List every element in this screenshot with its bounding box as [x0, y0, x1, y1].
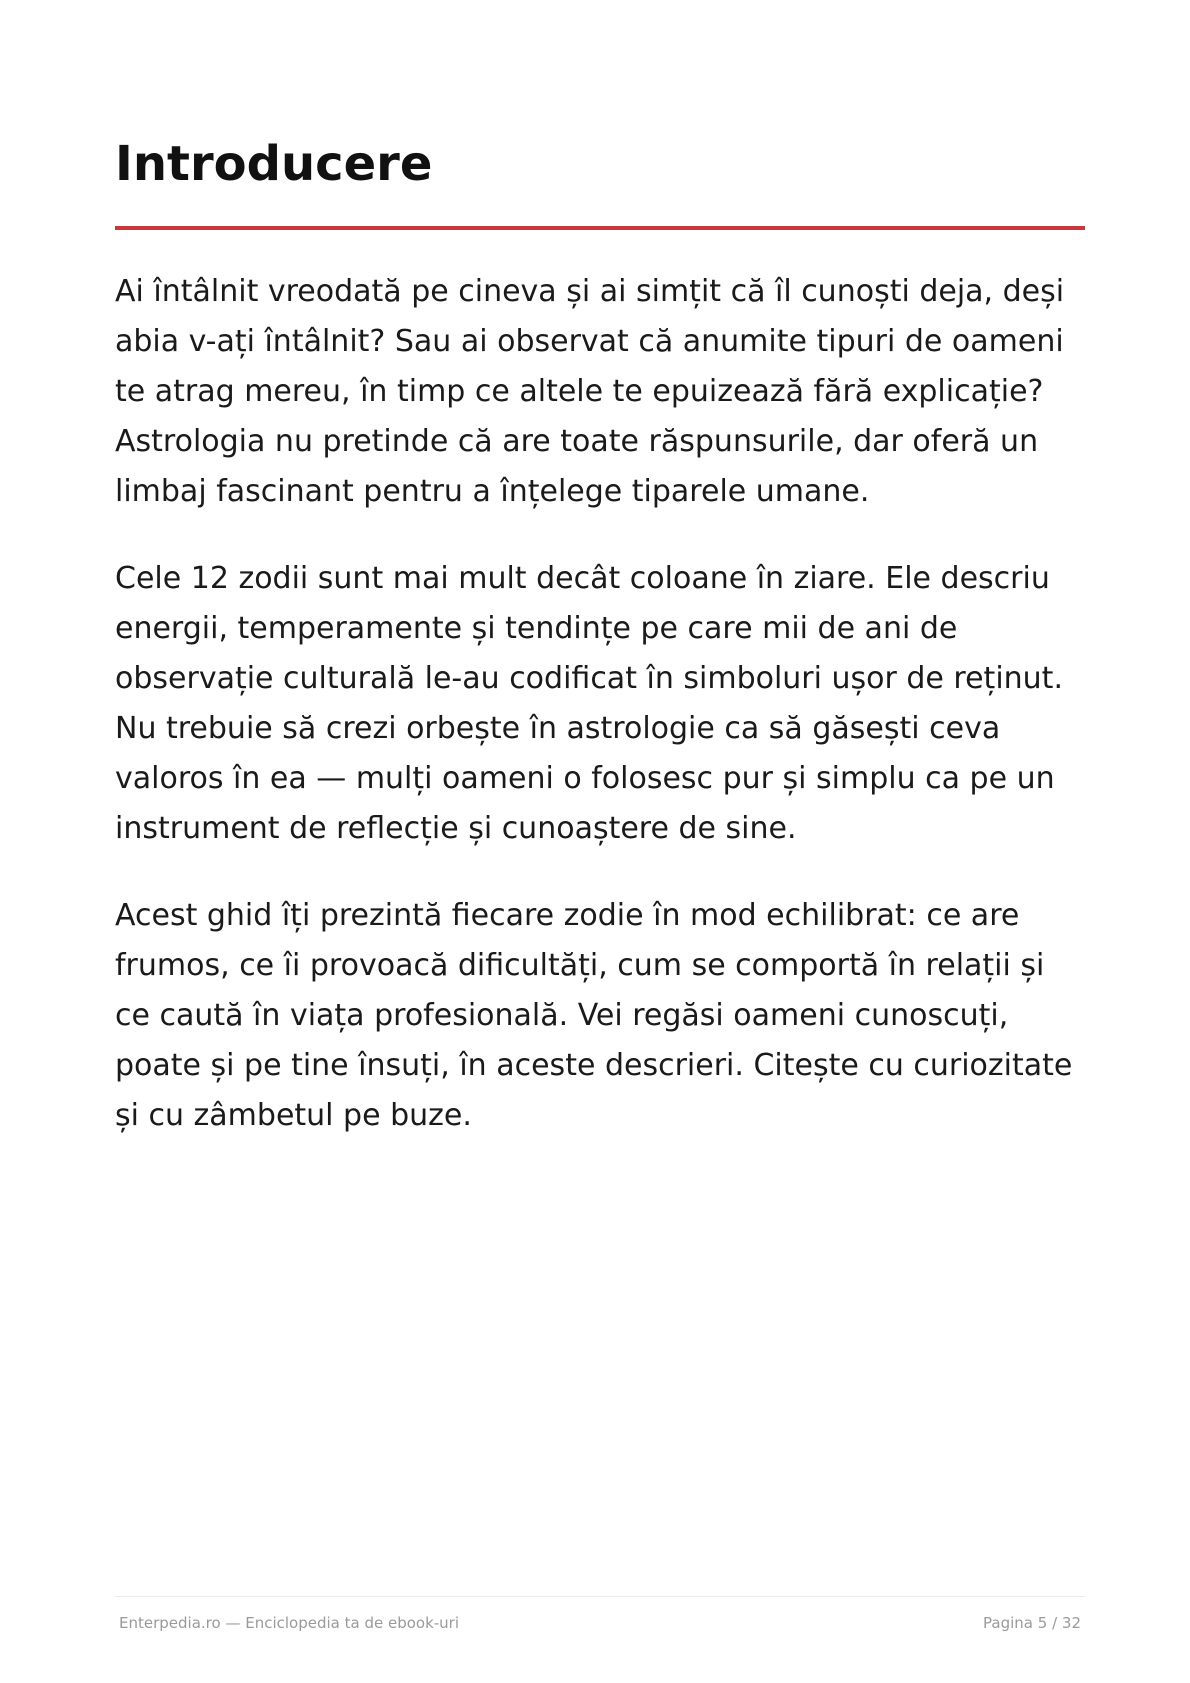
body-text [115, 267, 1085, 1178]
paragraph: Ai întâlnit vreodată pe cineva și ai simțit că îl cunoști deja, deși abia v-ați întâlnit? Sau ai observat că anumite tipuri de oameni te atrag mereu, în timp ce altele te epuizează fără explicație? Astrologia nu pretinde că are toate răspunsurile, dar oferă un limbaj fascinant pentru a înțelege tiparele umane. [115, 274, 1065, 509]
paragraph: Acest ghid îți prezintă fiecare zodie în mod echilibrat: ce are frumos, ce îi provoacă dificultăți, cum se comportă în relații și ce caută în viața profesională. Vei regăsi oameni cunoscuți, poate și pe tine însuți, în aceste descrieri. Citește cu curiozitate și cu zâmbetul pe buze. [115, 898, 1073, 1133]
page-title: Introducere [115, 136, 433, 192]
document-page [115, 0, 1085, 1683]
footer-divider [115, 1596, 1085, 1597]
footer-site-name: Enterpedia.ro — Enciclopedia ta de ebook-uri [119, 1614, 460, 1632]
paragraph: Cele 12 zodii sunt mai mult decât coloane în ziare. Ele descriu energii, temperamente și tendințe pe care mii de ani de observație culturală le-au codificat în simboluri ușor de reținut. Nu trebuie să crezi orbește în astrologie ca să găsești ceva valoros în ea — mulți oameni o folosesc pur și simplu ca pe un instrument de reflecție și cunoaștere de sine. [115, 561, 1063, 846]
title-divider [115, 226, 1085, 230]
footer-page-number: Pagina 5 / 32 [983, 1614, 1081, 1632]
